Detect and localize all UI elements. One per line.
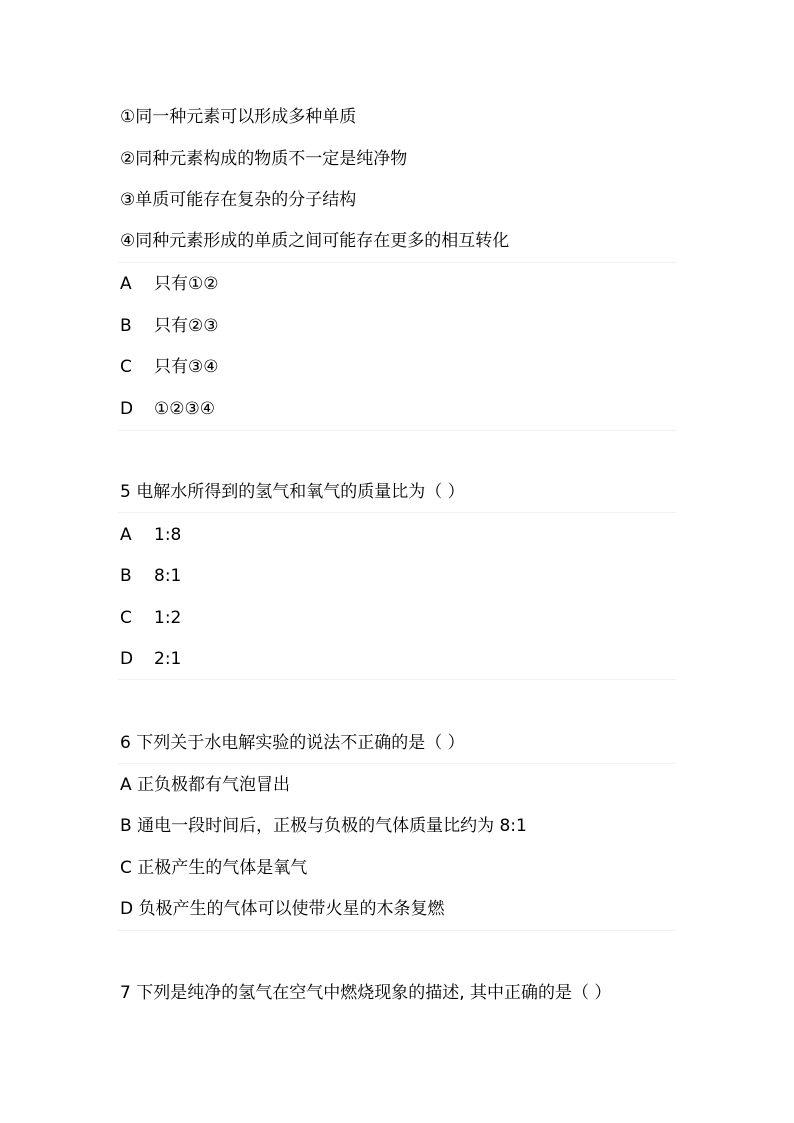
option-letter: C	[120, 357, 132, 377]
statement-4: ④同种元素形成的单质之间可能存在更多的相互转化	[120, 231, 510, 251]
divider	[118, 512, 676, 513]
option-letter: D	[120, 649, 134, 669]
q6-option-c: C 正极产生的气体是氧气	[120, 858, 308, 878]
q6-option-a: A 正负极都有气泡冒出	[120, 775, 291, 795]
option-letter: B	[120, 316, 132, 336]
option-text: 1:8	[154, 525, 182, 545]
statement-1: ①同一种元素可以形成多种单质	[120, 107, 357, 127]
statement-2: ②同种元素构成的物质不一定是纯净物	[120, 149, 408, 169]
q6-stem: 6 下列关于水电解实验的说法不正确的是（ ）	[120, 733, 465, 753]
q5-option-d	[120, 649, 181, 669]
divider	[118, 763, 676, 764]
divider	[118, 430, 676, 431]
option-text: 1:2	[154, 608, 182, 628]
q7-stem: 7 下列是纯净的氢气在空气中燃烧现象的描述, 其中正确的是（ ）	[120, 983, 612, 1003]
q5-stem: 5 电解水所得到的氢气和氧气的质量比为（ ）	[120, 482, 465, 502]
q4-option-b	[120, 316, 218, 336]
q6-option-d: D 负极产生的气体可以使带火星的木条复燃	[120, 899, 445, 919]
option-text: 2:1	[154, 649, 182, 669]
q5-option-c	[120, 608, 181, 628]
option-text: 只有②③	[154, 316, 219, 336]
divider	[118, 679, 676, 680]
option-text: ①②③④	[154, 399, 215, 419]
option-letter: D	[120, 399, 134, 419]
option-letter: C	[120, 608, 132, 628]
option-letter: B	[120, 566, 132, 586]
option-text: 8:1	[154, 566, 182, 586]
q5-option-b	[120, 566, 181, 586]
option-letter: A	[120, 274, 132, 294]
option-letter: A	[120, 525, 132, 545]
option-text: 只有③④	[154, 357, 219, 377]
option-text: 只有①②	[154, 274, 219, 294]
statement-3: ③单质可能存在复杂的分子结构	[120, 190, 357, 210]
divider	[118, 930, 676, 931]
q4-option-a	[120, 274, 218, 294]
q5-option-a	[120, 525, 181, 545]
divider	[118, 262, 676, 263]
q4-option-c	[120, 357, 218, 377]
q6-option-b: B 通电一段时间后，正极与负极的气体质量比约为 8:1	[120, 816, 527, 836]
q4-option-d	[120, 399, 215, 419]
